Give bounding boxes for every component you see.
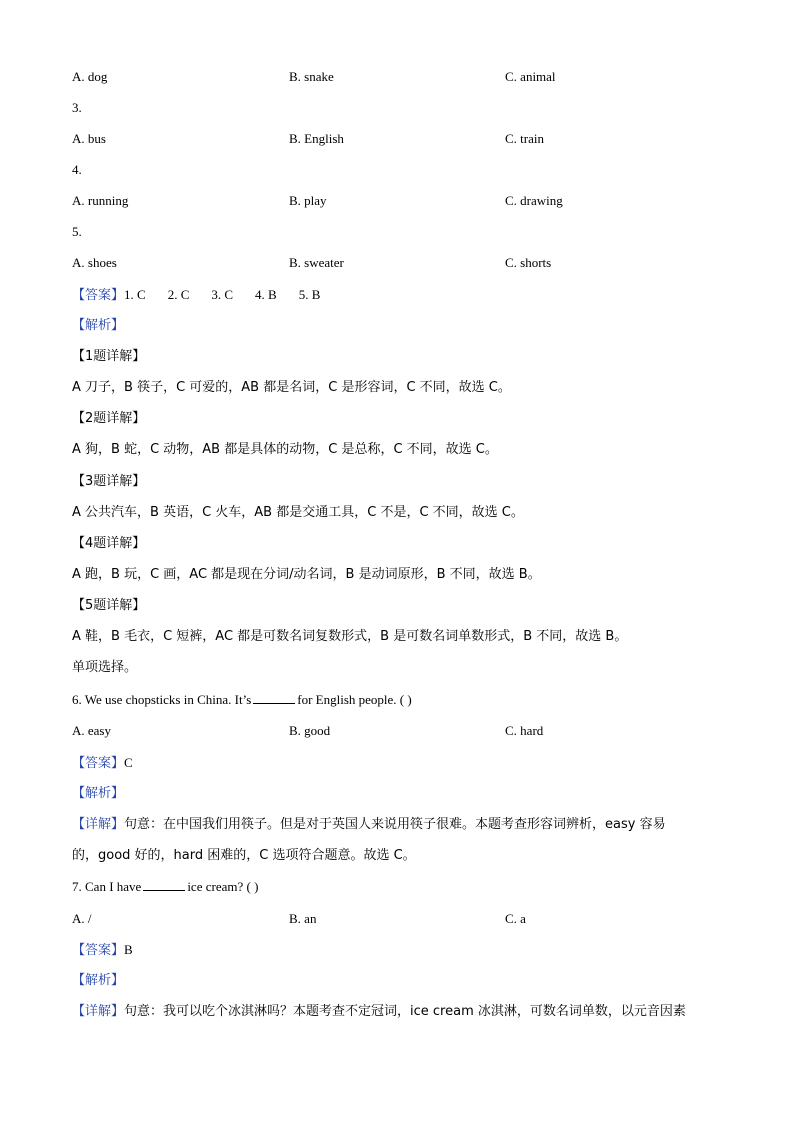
q7-option-a: A. / <box>72 911 92 926</box>
q3-option-b: B. English <box>289 131 344 146</box>
q6-option-c: C. hard <box>505 723 544 738</box>
q6-option-a: A. easy <box>72 723 111 738</box>
answers-1-5 <box>72 286 734 305</box>
q7-stem <box>72 878 734 896</box>
q7-option-b: B. an <box>289 911 317 926</box>
analysis-tag: 【解析】 <box>72 318 125 333</box>
q3-option-c: C. train <box>505 131 544 146</box>
detail-5-heading: 【5题详解】 <box>72 598 146 613</box>
q3-number: 3. <box>72 100 82 115</box>
q4-option-c: C. drawing <box>505 193 563 208</box>
detail-1-heading: 【1题详解】 <box>72 349 146 364</box>
q7-detail-line-1 <box>72 1003 734 1021</box>
answer-item: 1. C <box>124 287 146 302</box>
q7-answer <box>72 941 734 960</box>
q2-option-b: B. snake <box>289 69 334 84</box>
q6-blank <box>253 691 295 704</box>
answer-item: 5. B <box>298 287 321 302</box>
q6-detail-line-2: 的，good 好的，hard 困难的，C 选项符合题意。故选 C。 <box>72 848 416 863</box>
q7-analysis-tag: 【解析】 <box>72 973 125 988</box>
q6-answer <box>72 754 734 773</box>
detail-tag: 【详解】 <box>72 1004 125 1019</box>
detail-4-heading: 【4题详解】 <box>72 536 146 551</box>
q7-answer-value: B <box>124 942 133 957</box>
detail-1-text: A 刀子，B 筷子，C 可爱的，AB 都是名词，C 是形容词，C 不同，故选 C。 <box>72 380 511 395</box>
q5-number: 5. <box>72 224 82 239</box>
q6-option-b: B. good <box>289 723 331 738</box>
detail-3-heading: 【3题详解】 <box>72 474 146 489</box>
q7-detail-text-1: 句意：我可以吃个冰淇淋吗？本题考查不定冠词，ice cream 冰淇淋，可数名词单数，以元音因素 <box>124 1004 686 1019</box>
q6-stem-before: 6. We use chopsticks in China. It’s <box>72 692 252 707</box>
detail-tag: 【详解】 <box>72 817 125 832</box>
section-heading: 单项选择。 <box>72 660 138 675</box>
q5-option-a: A. shoes <box>72 255 117 270</box>
q6-analysis-tag: 【解析】 <box>72 786 125 801</box>
detail-3-text: A 公共汽车，B 英语，C 火车，AB 都是交通工具，C 不是，C 不同，故选 C。 <box>72 505 524 520</box>
answer-tag: 【答案】 <box>72 288 125 303</box>
answer-item: 3. C <box>211 287 234 302</box>
detail-5-text: A 鞋，B 毛衣，C 短裤，AC 都是可数名词复数形式，B 是可数名词单数形式，B 不同，故选 B。 <box>72 629 628 644</box>
answer-tag: 【答案】 <box>72 756 125 771</box>
detail-2-heading: 【2题详解】 <box>72 411 146 426</box>
q5-option-c: C. shorts <box>505 255 552 270</box>
answer-item: 4. B <box>255 287 277 302</box>
q7-blank <box>143 878 185 891</box>
q6-stem-after: for English people. ( ) <box>297 692 412 707</box>
detail-2-text: A 狗，B 蛇，C 动物，AB 都是具体的动物，C 是总称，C 不同，故选 C。 <box>72 442 498 457</box>
detail-4-text: A 跑，B 玩，C 画，AC 都是现在分词/动名词，B 是动词原形，B 不同，故选 B。 <box>72 567 541 582</box>
q7-option-c: C. a <box>505 911 526 926</box>
q2-option-a: A. dog <box>72 69 108 84</box>
q4-option-b: B. play <box>289 193 327 208</box>
q6-stem <box>72 691 734 709</box>
q4-option-a: A. running <box>72 193 129 208</box>
q4-number: 4. <box>72 162 82 177</box>
q5-option-b: B. sweater <box>289 255 344 270</box>
answer-item: 2. C <box>167 287 190 302</box>
q3-option-a: A. bus <box>72 131 106 146</box>
q6-detail-text-1: 句意：在中国我们用筷子。但是对于英国人来说用筷子很难。本题考查形容词辨析，easy 容易 <box>124 817 666 832</box>
q7-stem-before: 7. Can I have <box>72 879 142 894</box>
q6-answer-value: C <box>124 755 133 770</box>
q7-stem-after: ice cream? ( ) <box>187 879 259 894</box>
q6-detail-line-1 <box>72 816 734 834</box>
q2-option-c: C. animal <box>505 69 556 84</box>
answer-tag: 【答案】 <box>72 943 125 958</box>
